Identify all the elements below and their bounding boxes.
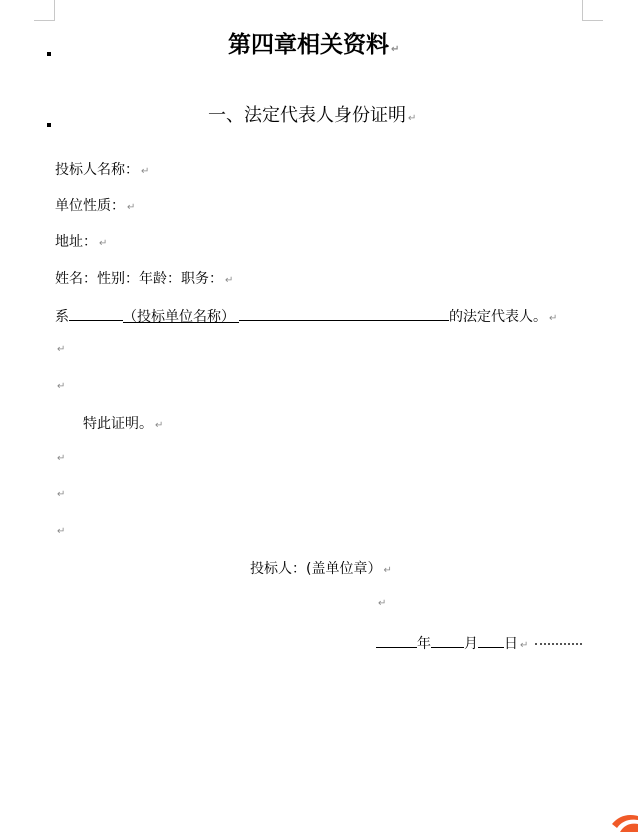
empty-paragraph-mark: ↵ bbox=[57, 381, 66, 392]
signature-line: 投标人：(盖单位章） ↵ bbox=[250, 561, 392, 577]
paragraph-mark: ↵ bbox=[520, 640, 529, 651]
app-logo-icon bbox=[608, 812, 639, 832]
section-title: 一、法定代表人身份证明 ↵ bbox=[208, 105, 417, 126]
corner-mark-top-right bbox=[582, 0, 603, 21]
empty-paragraph-mark: ↵ bbox=[57, 344, 66, 355]
address-line: 地址： ↵ bbox=[55, 234, 108, 250]
empty-paragraph-mark: ↵ bbox=[57, 453, 66, 464]
certify-text: 特此证明。 ↵ bbox=[83, 416, 164, 432]
unit-nature-line: 单位性质： ↵ bbox=[55, 198, 136, 214]
chapter-title: 第四章相关资料 ↵ bbox=[228, 32, 400, 58]
paragraph-mark: ↵ bbox=[99, 238, 108, 249]
bidder-name-line: 投标人名称： ↵ bbox=[55, 162, 150, 178]
empty-paragraph-mark: ↵ bbox=[57, 526, 66, 537]
empty-paragraph-mark: ↵ bbox=[378, 598, 387, 609]
paragraph-mark: ↵ bbox=[549, 313, 558, 324]
paragraph-mark: ↵ bbox=[225, 275, 234, 286]
unit-name-placeholder: （投标单位名称） bbox=[123, 308, 239, 323]
paragraph-mark: ↵ bbox=[391, 44, 400, 55]
underline-blank bbox=[478, 633, 504, 648]
statement-line: 系 （投标单位名称） 的法定代表人。 ↵ bbox=[55, 306, 557, 328]
underline-blank bbox=[431, 633, 464, 648]
dotted-leader bbox=[535, 643, 582, 645]
paragraph-mark: ↵ bbox=[155, 420, 164, 431]
paragraph-mark: ↵ bbox=[383, 565, 392, 576]
paragraph-mark: ↵ bbox=[408, 113, 417, 124]
empty-paragraph-mark: ↵ bbox=[57, 489, 66, 500]
underline-blank bbox=[69, 306, 123, 321]
paragraph-mark: ↵ bbox=[127, 202, 136, 213]
bullet-marker bbox=[47, 123, 51, 127]
date-line: 年 月 日 ↵ bbox=[376, 633, 528, 655]
paragraph-mark: ↵ bbox=[141, 166, 150, 177]
person-info-line: 姓名：性别：年龄：职务： ↵ bbox=[55, 271, 234, 287]
underline-blank bbox=[376, 633, 417, 648]
bullet-marker bbox=[47, 52, 51, 56]
corner-mark-top-left bbox=[34, 0, 55, 21]
underline-blank bbox=[239, 306, 449, 321]
